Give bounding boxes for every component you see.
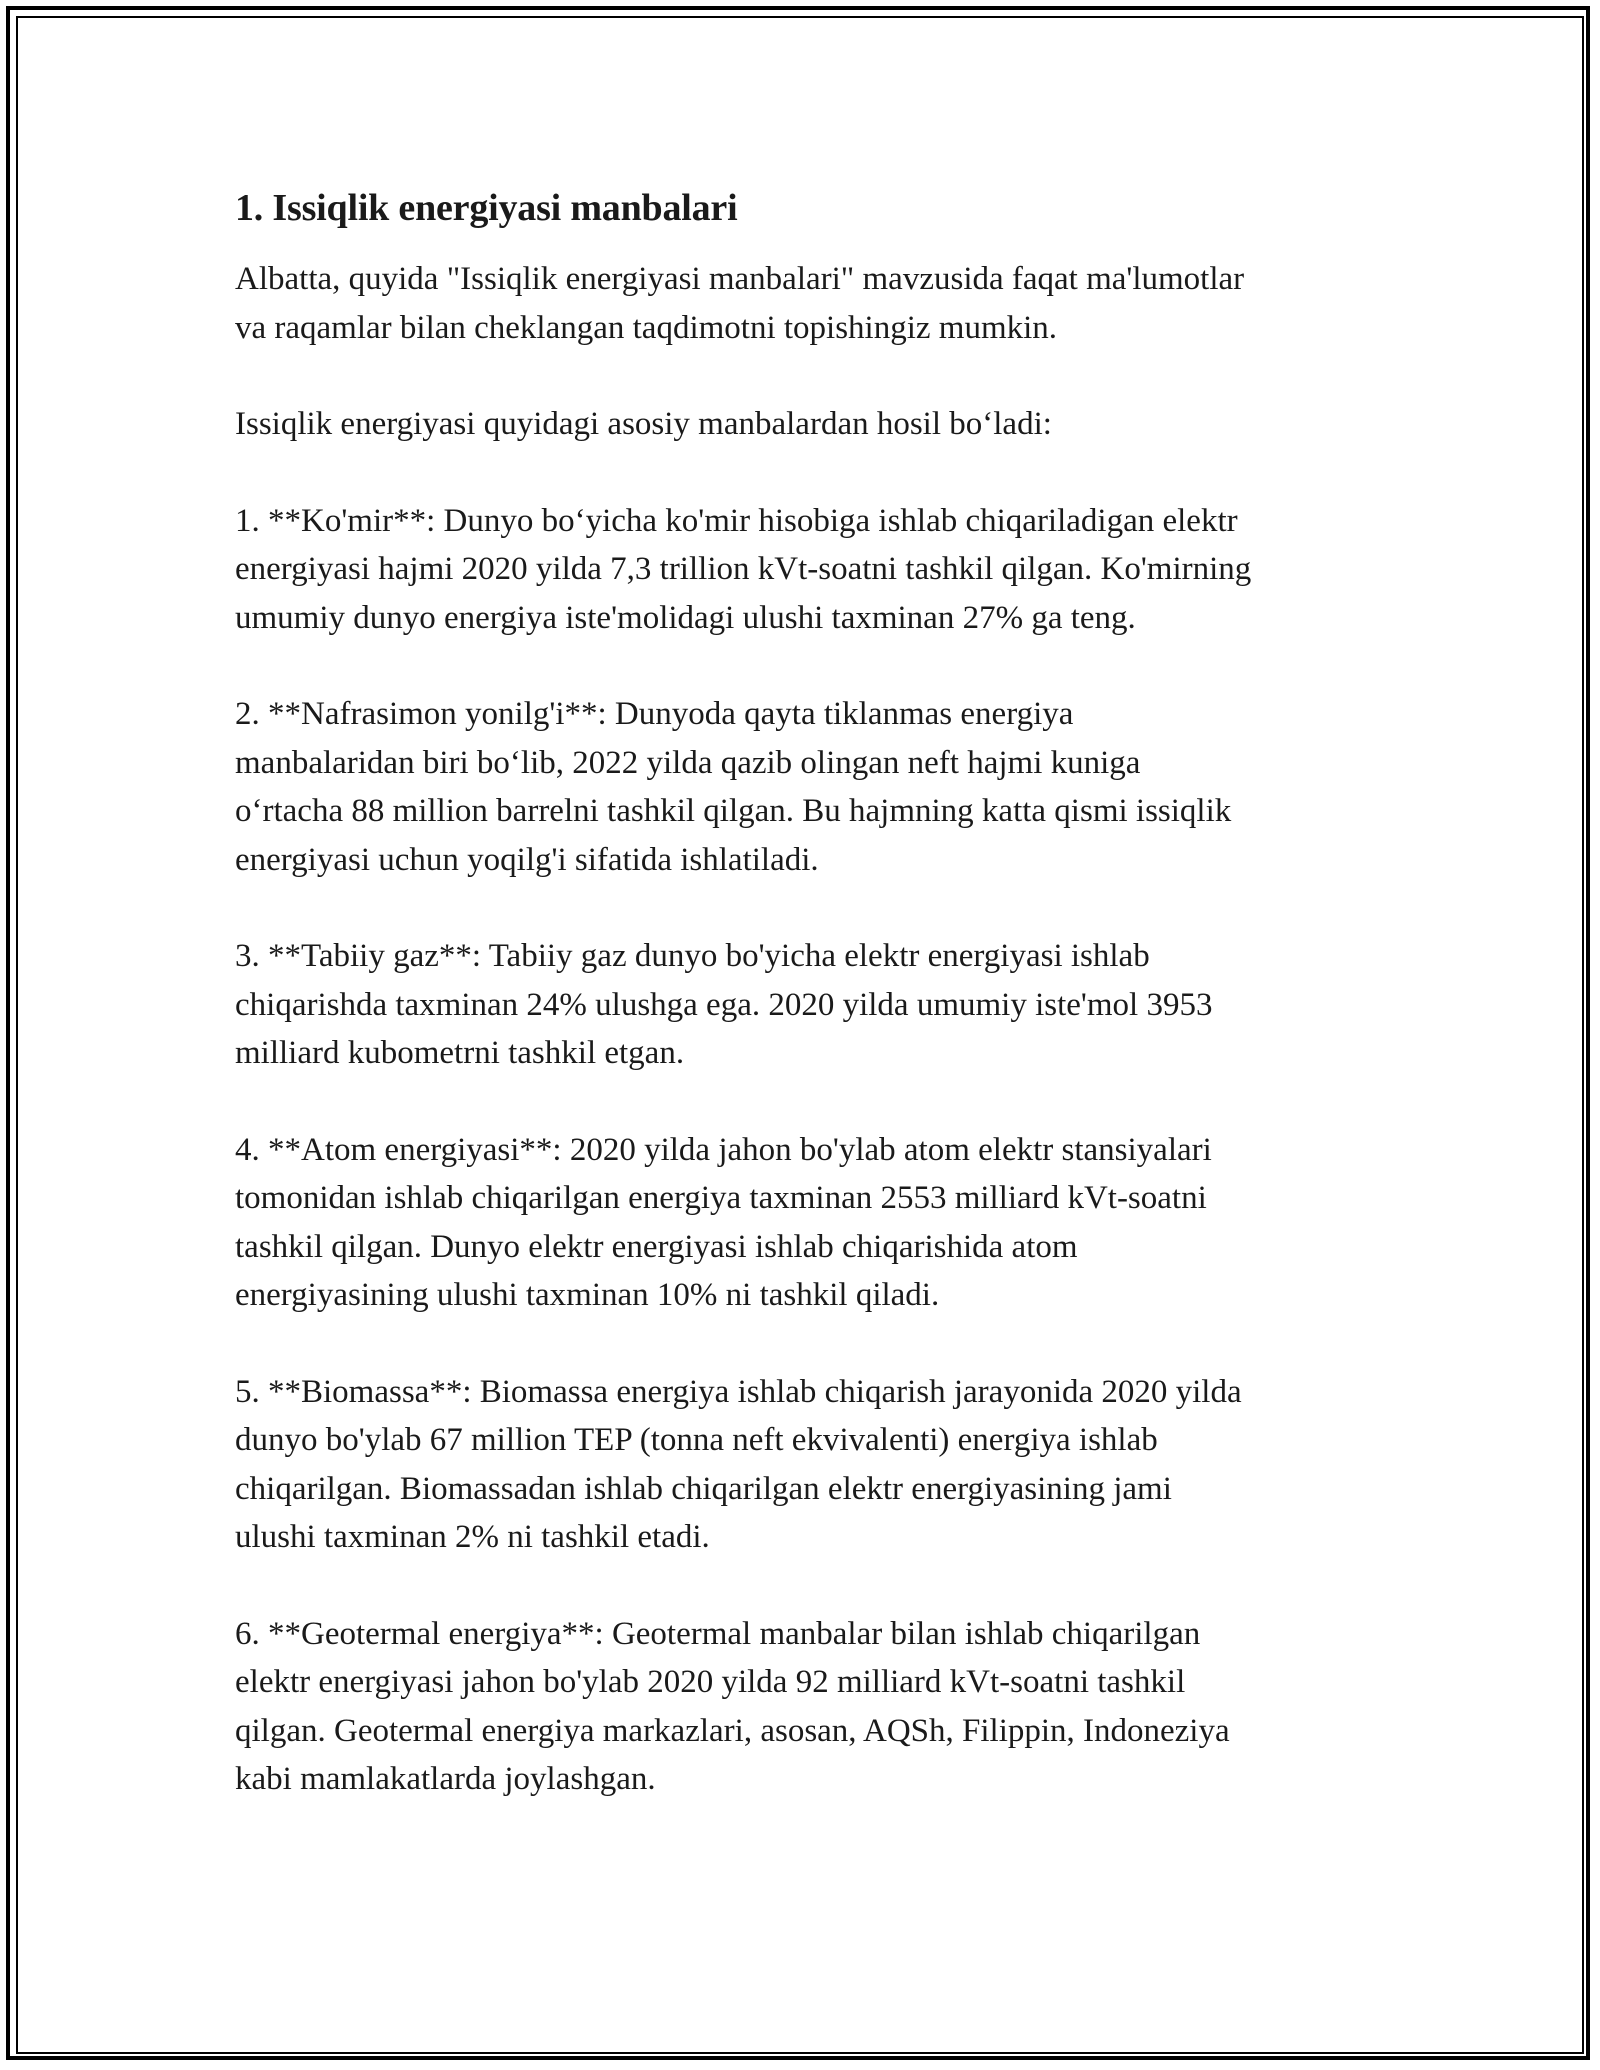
list-item-natural-gas: 3. **Tabiiy gaz**: Tabiiy gaz dunyo bo'yicha elektr energiyasi ishlab chiqarishda taxminan 24% ulushga ega. 2020 yilda umumiy iste'mol 3953 milliard kubometrni tashkil etgan. xyxy=(235,938,1213,1071)
list-item-biomass: 5. **Biomassa**: Biomassa energiya ishlab chiqarish jarayonida 2020 yilda dunyo bo'ylab 67 million TEP (tonna neft ekvivalenti) energiya ishlab chiqarilgan. Biomassadan ishlab chiqarilgan elektr energiyasining jami ulushi taxminan 2% ni tashkil etadi. xyxy=(235,1373,1242,1555)
list-item-geothermal: 6. **Geotermal energiya**: Geotermal manbalar bilan ishlab chiqarilgan elektr energiyasi jahon bo'ylab 2020 yilda 92 milliard kVt-soatni tashkil qilgan. Geotermal energiya markazlari, asosan, AQSh, Filippin, Indoneziya kabi mamlakatlarda joylashgan. xyxy=(235,1615,1230,1797)
list-item-nuclear: 4. **Atom energiyasi**: 2020 yilda jahon bo'ylab atom elektr stansiyalari tomonidan ishlab chiqarilgan energiya taxminan 2553 milliard kVt-soatni tashkil qilgan. Dunyo elektr energiyasi ishlab chiqarishida atom energiyasining ulushi taxminan 10% ni tashkil qiladi. xyxy=(235,1131,1212,1313)
list-item-coal: 1. **Ko'mir**: Dunyo bo‘yicha ko'mir hisobiga ishlab chiqariladigan elektr energiyasi hajmi 2020 yilda 7,3 trillion kVt-soatni tashkil qilgan. Ko'mirning umumiy dunyo energiya iste'molidagi ulushi taxminan 27% ga teng. xyxy=(235,502,1252,636)
lead-paragraph: Issiqlik energiyasi quyidagi asosiy manbalardan hosil bo‘ladi: xyxy=(235,406,1052,442)
document-body xyxy=(235,185,1395,1852)
document-title: 1. Issiqlik energiyasi manbalari xyxy=(235,187,738,229)
intro-paragraph: Albatta, quyida "Issiqlik energiyasi manbalari" mavzusida faqat ma'lumotlar va raqamlar bilan cheklangan taqdimotni topishingiz mumkin. xyxy=(235,261,1245,346)
list-item-oil: 2. **Nafrasimon yonilg'i**: Dunyoda qayta tiklanmas energiya manbalaridan biri bo‘lib, 2022 yilda qazib olingan neft hajmi kuniga o‘rtacha 88 million barrelni tashkil qilgan. Bu hajmning katta qismi issiqlik energiyasi uchun yoqilg'i sifatida ishlatiladi. xyxy=(235,696,1232,878)
